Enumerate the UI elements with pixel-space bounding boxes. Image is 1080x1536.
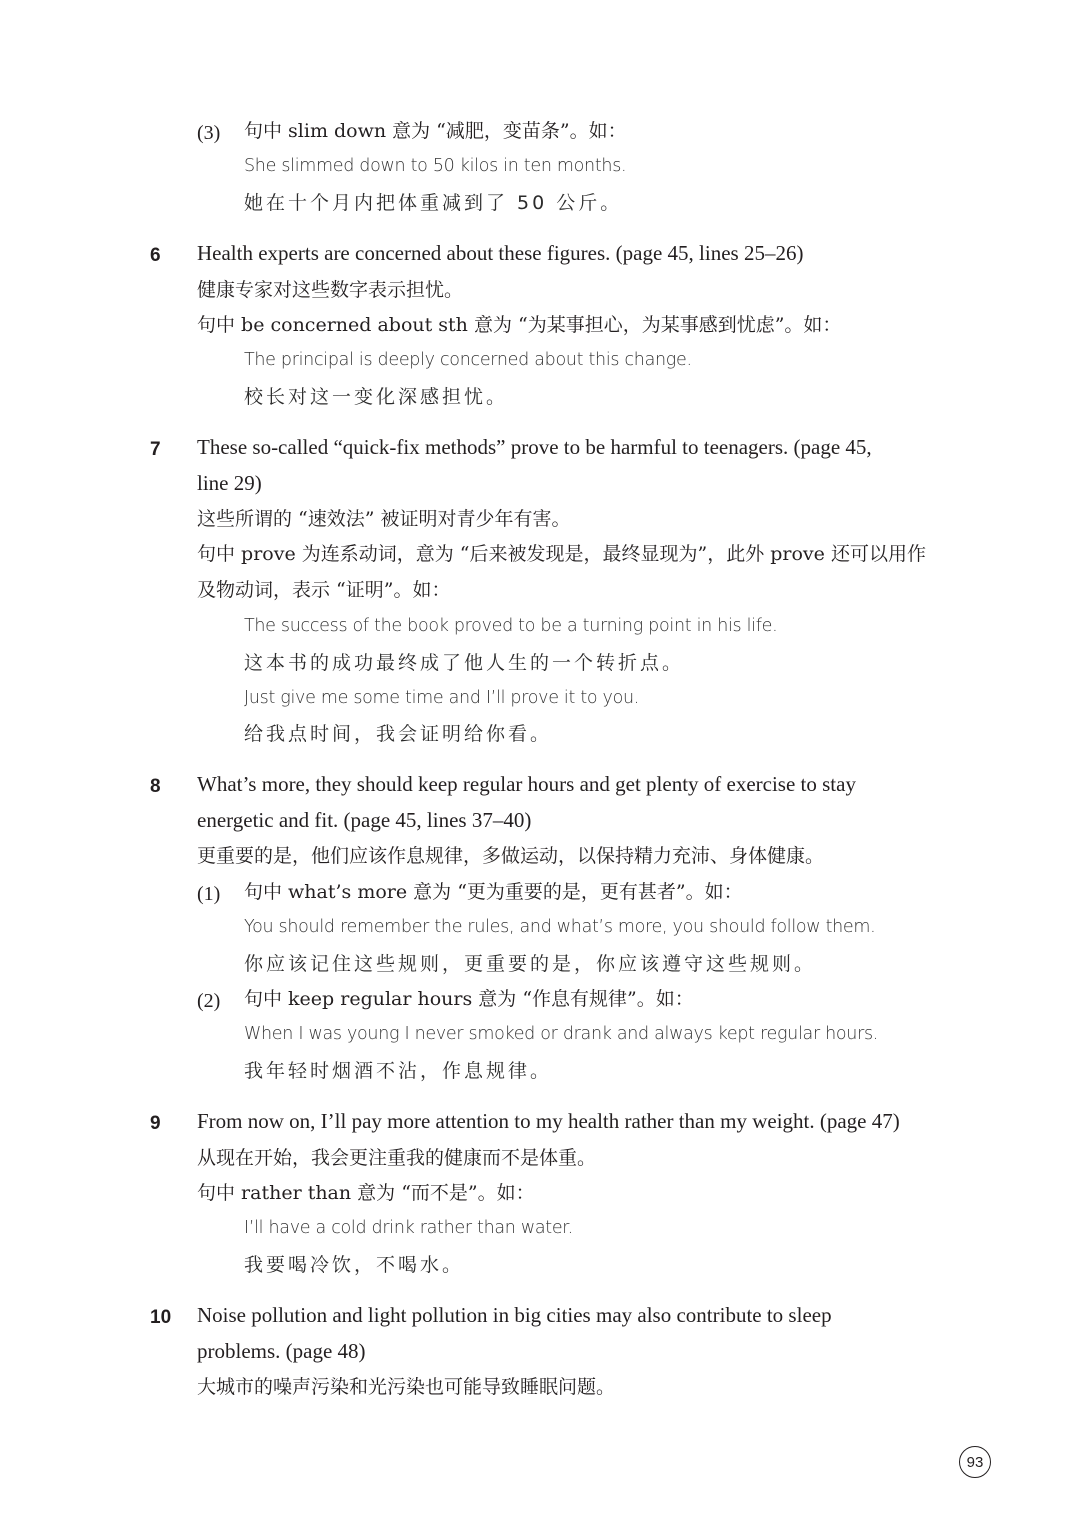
explanation-text: 句中 what’s more 意为 “更为重要的是，更有甚者”。如： <box>244 881 743 903</box>
example-chinese: 校长对这一变化深感担忧。 <box>244 386 509 408</box>
explanation-text: 句中 slim down 意为 “减肥，变苗条”。如： <box>244 120 627 142</box>
key-sentence: Health experts are concerned about these figures. (page 45, lines 25–26) <box>197 241 804 265</box>
explanation-text: 句中 prove 为连系动词，意为 “后来被发现是，最终显现为”，此外 prove 还可以用作 <box>197 543 926 565</box>
example-chinese: 我年轻时烟酒不沾，作息规律。 <box>244 1060 553 1082</box>
sentence-translation: 更重要的是，他们应该作息规律，多做运动，以保持精力充沛、身体健康。 <box>197 845 825 867</box>
sentence-translation: 健康专家对这些数字表示担忧。 <box>197 279 464 301</box>
item-number: 6 <box>150 245 161 266</box>
example-chinese: 这本书的成功最终成了他人生的一个转折点。 <box>244 652 685 674</box>
sentence-translation: 大城市的噪声污染和光污染也可能导致睡眠问题。 <box>197 1376 616 1398</box>
key-sentence: Noise pollution and light pollution in big cities may also contribute to sleep <box>197 1303 832 1327</box>
sub-item-marker: (3) <box>197 122 221 144</box>
key-sentence-cont: energetic and fit. (page 45, lines 37–40) <box>197 808 532 832</box>
item-number: 9 <box>150 1113 161 1134</box>
item-number: 10 <box>150 1307 172 1328</box>
example-english: You should remember the rules, and what’s more, you should follow them. <box>244 917 876 937</box>
key-sentence-cont: problems. (page 48) <box>197 1339 366 1363</box>
example-english: I’ll have a cold drink rather than water. <box>244 1218 573 1238</box>
example-english: The success of the book proved to be a turning point in his life. <box>244 616 778 636</box>
sub-item-marker: (1) <box>197 883 221 905</box>
sentence-translation: 这些所谓的 “速效法” 被证明对青少年有害。 <box>197 508 571 530</box>
sentence-translation: 从现在开始，我会更注重我的健康而不是体重。 <box>197 1147 597 1169</box>
example-english: Just give me some time and I’ll prove it to you. <box>244 688 640 708</box>
page-number: 93 <box>959 1446 991 1478</box>
example-chinese: 给我点时间，我会证明给你看。 <box>244 723 553 745</box>
item-number: 7 <box>150 439 161 460</box>
key-sentence: These so-called “quick-fix methods” prove to be harmful to teenagers. (page 45, <box>197 435 872 459</box>
explanation-text: 句中 keep regular hours 意为 “作息有规律”。如： <box>244 988 694 1010</box>
item-number: 8 <box>150 776 161 797</box>
explanation-text: 句中 be concerned about sth 意为 “为某事担心，为某事感到忧虑”。如： <box>197 314 842 336</box>
explanation-text-cont: 及物动词，表示 “证明”。如： <box>197 579 451 601</box>
explanation-text: 句中 rather than 意为 “而不是”。如： <box>197 1182 535 1204</box>
example-chinese: 她在十个月内把体重减到了 50 公斤。 <box>244 192 623 214</box>
example-chinese: 你应该记住这些规则，更重要的是，你应该遵守这些规则。 <box>244 953 817 975</box>
example-english: The principal is deeply concerned about this change. <box>244 350 692 370</box>
key-sentence: What’s more, they should keep regular hours and get plenty of exercise to stay <box>197 772 856 796</box>
sub-item-marker: (2) <box>197 990 221 1012</box>
example-english: She slimmed down to 50 kilos in ten months. <box>244 156 627 176</box>
example-english: When I was young I never smoked or drank and always kept regular hours. <box>244 1024 879 1044</box>
key-sentence: From now on, I’ll pay more attention to my health rather than my weight. (page 47) <box>197 1109 900 1133</box>
key-sentence-cont: line 29) <box>197 471 262 495</box>
example-chinese: 我要喝冷饮，不喝水。 <box>244 1254 465 1276</box>
